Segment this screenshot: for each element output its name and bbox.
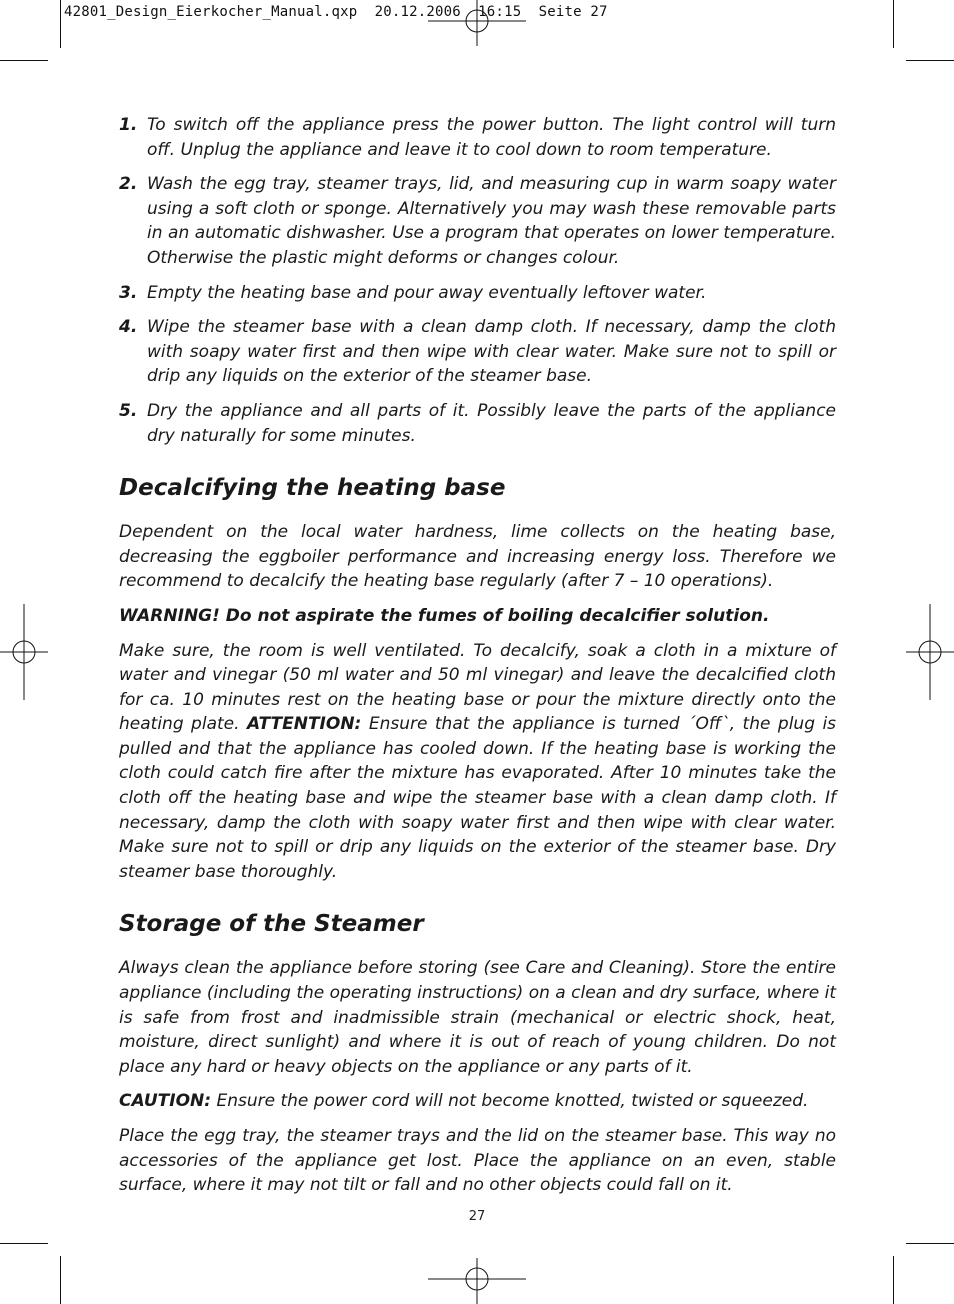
storage-closing-text: Place the egg tray, the steamer trays and the lid on the steamer base. This way no accessories of the appliance get lost. Place the appliance on an even, stable surface, where it may not tilt or fall and no other objects could fall on it.: [119, 1126, 836, 1196]
registration-mark-left: [0, 604, 48, 700]
decalcifying-text: Make sure, the room is well ventilated. To decalcify, soak a cloth in a mixture of water and vinegar (50 ml water and 50 ml vinegar) and leave the decalcified cloth for ca. 10 minutes rest on the heating base or pour the mixture directly onto the heating plate.: [119, 640, 836, 735]
list-item: [119, 399, 836, 448]
print-slug: 42801_Design_Eierkocher_Manual.qxp 20.12.2006 16:15 Seite 27: [64, 4, 608, 20]
registration-mark-right: [906, 604, 954, 700]
list-item: [119, 172, 836, 270]
crop-mark: [0, 1243, 48, 1244]
attention-text: Ensure that the appliance is turned ´Off`, the plug is pulled and that the appliance has cooled down. If the heating base is working the cloth could catch fire after the mixture has evaporated. After 10 minutes take the cloth off the heating base and wipe the steamer base with a clean damp cloth. If necessary, damp the cloth with soapy water first and then wipe with clear water. Make sure not to spill or drip any liquids on the exterior of the steamer base. Dry steamer base thoroughly.: [119, 714, 837, 882]
storage-heading: Storage of the Steamer: [119, 911, 424, 938]
list-item: [119, 113, 836, 162]
crop-mark: [0, 60, 48, 61]
page-content: [119, 113, 836, 1208]
crop-mark: [60, 0, 61, 48]
decalcifying-instructions: [119, 639, 836, 885]
step-number: 1.: [119, 115, 138, 135]
storage-closing: [119, 1124, 836, 1198]
crop-mark: [906, 60, 954, 61]
crop-mark: [893, 0, 894, 48]
step-text: Wipe the steamer base with a clean damp cloth. If necessary, damp the cloth with soapy water first and then wipe with clear water. Make sure not to spill or drip any liquids on the exterior of the steamer base.: [147, 317, 836, 387]
caution-label: CAUTION:: [119, 1091, 212, 1112]
step-number: 5.: [119, 400, 138, 421]
step-number: 4.: [119, 317, 138, 338]
step-number: 3.: [119, 282, 138, 303]
list-item: [119, 281, 836, 306]
step-text: Wash the egg tray, steamer trays, lid, and measuring cup in warm soapy water using a soft cloth or sponge. Alternatively you may wash these removable parts in an automatic dishwasher. Use a program that operates on lower temperature. Otherwise the plastic might deforms or changes colour.: [147, 174, 836, 268]
registration-mark-top: [428, 0, 526, 48]
page-number: 27: [468, 1209, 486, 1224]
crop-mark: [60, 1256, 61, 1304]
decalcifying-heading: Decalcifying the heating base: [119, 475, 506, 502]
step-number: 2.: [119, 174, 138, 195]
fumes-warning: WARNING! Do not aspirate the fumes of boiling decalcifier solution.: [119, 605, 770, 626]
step-text: Empty the heating base and pour away eventually leftover water.: [147, 282, 707, 303]
decalcifying-intro: Dependent on the local water hardness, lime collects on the heating base, decreasing the eggboiler performance and increasing energy loss. Therefore we recommend to decalcify the heating base regularly (after 7 – 10 operations).: [119, 522, 836, 592]
attention-label: ATTENTION:: [247, 714, 362, 735]
storage-intro: Always clean the appliance before storing (see Care and Cleaning). Store the entire appliance (including the operating instructions) on a clean and dry surface, where it is safe from frost and inadmissible strain (mechanical or electric shock, heat, moisture, direct sunlight) and where it is out of reach of young children. Do not place any hard or heavy objects on the appliance or any parts of it.: [119, 958, 836, 1077]
care-steps-list: [119, 113, 836, 448]
crop-mark: [893, 1256, 894, 1304]
step-text: Dry the appliance and all parts of it. Possibly leave the parts of the appliance dry naturally for some minutes.: [147, 400, 836, 446]
crop-mark: [906, 1243, 954, 1244]
step-text: To switch off the appliance press the power button. The light control will turn off. Unplug the appliance and leave it to cool down to room temperature.: [147, 115, 836, 160]
caution-text: Ensure the power cord will not become knotted, twisted or squeezed.: [216, 1091, 809, 1112]
registration-mark-bottom: [428, 1256, 526, 1304]
list-item: [119, 315, 836, 389]
caution-note: [119, 1089, 836, 1114]
